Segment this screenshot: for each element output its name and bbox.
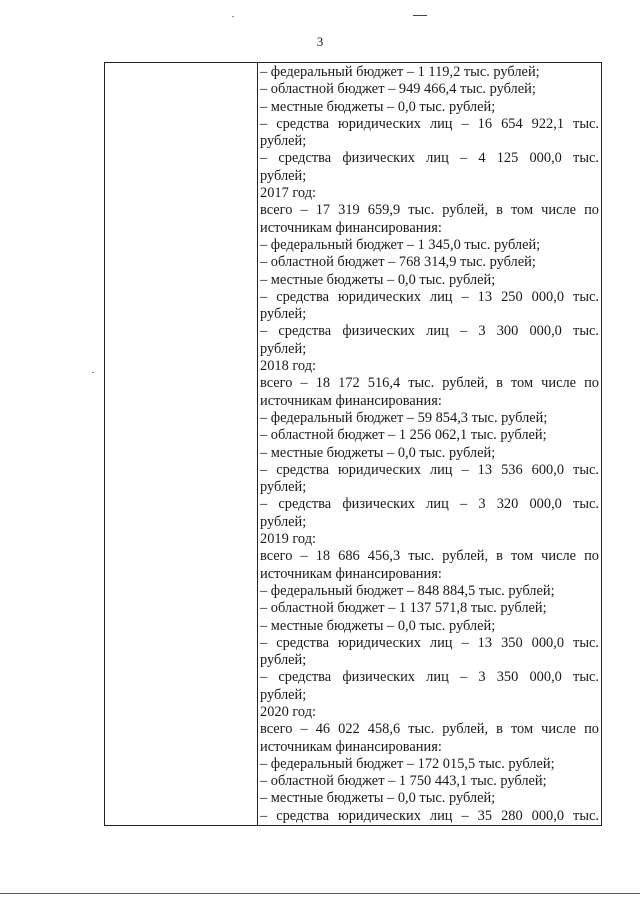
text-line: 2017 год: [260,185,317,202]
text-line: – местные бюджеты – 0,0 тыс. рублей; [260,98,496,115]
table-right-cell [258,63,602,826]
text-line: рублей; [260,513,307,530]
text-line: рублей; [260,133,307,150]
text-line: – федеральный бюджет – 59 854,3 тыс. рублей; [260,409,548,426]
text-line: – областной бюджет – 1 137 571,8 тыс. рублей; [260,600,547,617]
text-line: – областной бюджет – 1 256 062,1 тыс. рублей; [260,427,547,444]
text-line: – федеральный бюджет – 848 884,5 тыс. рублей; [260,582,555,599]
text-line: источникам финансирования: [260,738,442,755]
scan-dot [232,16,234,17]
text-line: – средства юридических лиц – 13 250 000,0 тыс. [260,288,599,305]
text-line: – средства юридических лиц – 35 280 000,0 тыс. [260,807,599,824]
funding-table [104,62,602,826]
text-line: рублей; [260,479,307,496]
text-line: 2018 год: [260,358,317,375]
text-line: – местные бюджеты – 0,0 тыс. рублей; [260,790,496,807]
text-line: всего – 18 686 456,3 тыс. рублей, в том числе по [260,548,599,565]
text-line: всего – 17 319 659,9 тыс. рублей, в том числе по [260,202,599,219]
text-line: – средства физических лиц – 3 350 000,0 тыс. [260,669,599,686]
text-line: рублей; [260,306,307,323]
text-line: 2020 год: [260,703,317,720]
text-line: – средства юридических лиц – 13 536 600,0 тыс. [260,461,599,478]
text-line: – местные бюджеты – 0,0 тыс. рублей; [260,617,496,634]
text-line: всего – 18 172 516,4 тыс. рублей, в том числе по [260,375,599,392]
text-line: – федеральный бюджет – 1 119,2 тыс. рублей; [260,64,540,80]
text-line: – местные бюджеты – 0,0 тыс. рублей; [260,271,496,288]
scan-mark [413,15,427,16]
text-line: рублей; [260,652,307,669]
funding-text [260,64,599,825]
text-line: – средства физических лиц – 4 125 000,0 тыс. [260,150,599,167]
text-line: рублей; [260,167,307,184]
table-row [105,63,602,826]
text-line: рублей; [260,340,307,357]
page-bottom-rule [0,893,640,894]
text-line: – местные бюджеты – 0,0 тыс. рублей; [260,444,496,461]
page-number: 3 [316,34,324,49]
scan-dot [92,372,94,373]
text-line: – федеральный бюджет – 172 015,5 тыс. рублей; [260,755,555,772]
text-line: рублей; [260,686,307,703]
text-line: всего – 46 022 458,6 тыс. рублей, в том числе по [260,721,599,738]
text-line: – средства физических лиц – 3 300 000,0 тыс. [260,323,599,340]
text-line: – областной бюджет – 1 750 443,1 тыс. рублей; [260,773,547,790]
text-line: источникам финансирования: [260,219,442,236]
text-line: – федеральный бюджет – 1 345,0 тыс. рублей; [260,236,541,253]
text-line: – средства физических лиц – 3 320 000,0 тыс. [260,496,599,513]
text-line: источникам финансирования: [260,392,442,409]
table-left-cell [105,63,258,826]
text-line: – областной бюджет – 949 466,4 тыс. рублей; [260,81,536,98]
text-line: – областной бюджет – 768 314,9 тыс. рублей; [260,254,536,271]
text-line: – средства юридических лиц – 13 350 000,0 тыс. [260,634,599,651]
text-line: источникам финансирования: [260,565,442,582]
text-line: – средства юридических лиц – 16 654 922,1 тыс. [260,115,599,132]
text-line: 2019 год: [260,531,317,548]
